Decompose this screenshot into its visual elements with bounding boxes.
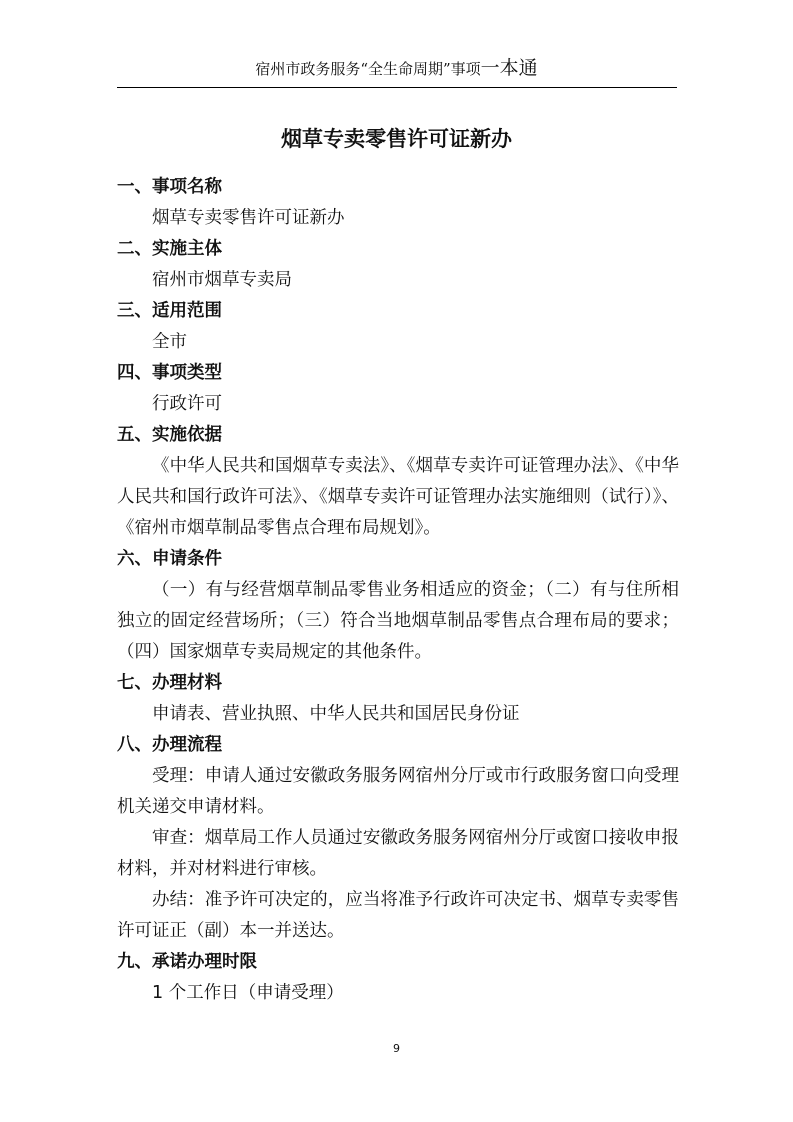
section-body-implementing-body: 宿州市烟草专卖局	[152, 270, 292, 290]
section-body-legal-basis: 《中华人民共和国烟草专卖法》、《烟草专卖许可证管理办法》、《中华人民共和国行政许可法》、《烟草专卖许可证管理办法实施细则（试行）》、《宿州市烟草制品零售点合理布局规划》。	[117, 456, 679, 538]
document-body	[117, 172, 679, 1009]
running-header-suffix: 一本通	[480, 57, 538, 79]
section-body-process-review: 审查：烟草局工作人员通过安徽政务服务网宿州分厅或窗口接收申报材料，并对材料进行审核。	[117, 828, 679, 879]
section-body-item-type: 行政许可	[152, 394, 222, 414]
page-number: 9	[393, 1042, 400, 1055]
section-body-time-limit: 1 个工作日（申请受理）	[152, 983, 344, 1003]
section-body-item-name: 烟草专卖零售许可证新办	[152, 208, 345, 228]
section-heading-legal-basis: 五、实施依据	[117, 425, 222, 445]
header-rule	[117, 87, 677, 88]
section-heading-item-type: 四、事项类型	[117, 363, 222, 383]
running-header	[0, 58, 793, 79]
section-heading-process: 八、办理流程	[117, 735, 222, 755]
section-body-process-acceptance: 受理：申请人通过安徽政务服务网宿州分厅或市行政服务窗口向受理机关递交申请材料。	[117, 766, 679, 817]
running-header-prefix: 宿州市政务服务“全生命周期”事项	[255, 60, 481, 78]
section-heading-item-name: 一、事项名称	[117, 177, 222, 197]
section-heading-implementing-body: 二、实施主体	[117, 239, 222, 259]
document-title: 烟草专卖零售许可证新办	[281, 127, 512, 151]
section-heading-time-limit: 九、承诺办理时限	[117, 952, 257, 972]
section-body-materials: 申请表、营业执照、中华人民共和国居民身份证	[152, 704, 520, 724]
section-heading-materials: 七、办理材料	[117, 673, 222, 693]
section-body-process-completion: 办结：准予许可决定的，应当将准予行政许可决定书、烟草专卖零售许可证正（副）本一并送达。	[117, 890, 679, 941]
section-heading-conditions: 六、申请条件	[117, 549, 222, 569]
section-body-scope: 全市	[152, 332, 187, 352]
section-heading-scope: 三、适用范围	[117, 301, 222, 321]
section-body-conditions: （一）有与经营烟草制品零售业务相适应的资金；（二）有与住所相独立的固定经营场所；（三）符合当地烟草制品零售点合理布局的要求；（四）国家烟草专卖局规定的其他条件。	[117, 580, 679, 662]
